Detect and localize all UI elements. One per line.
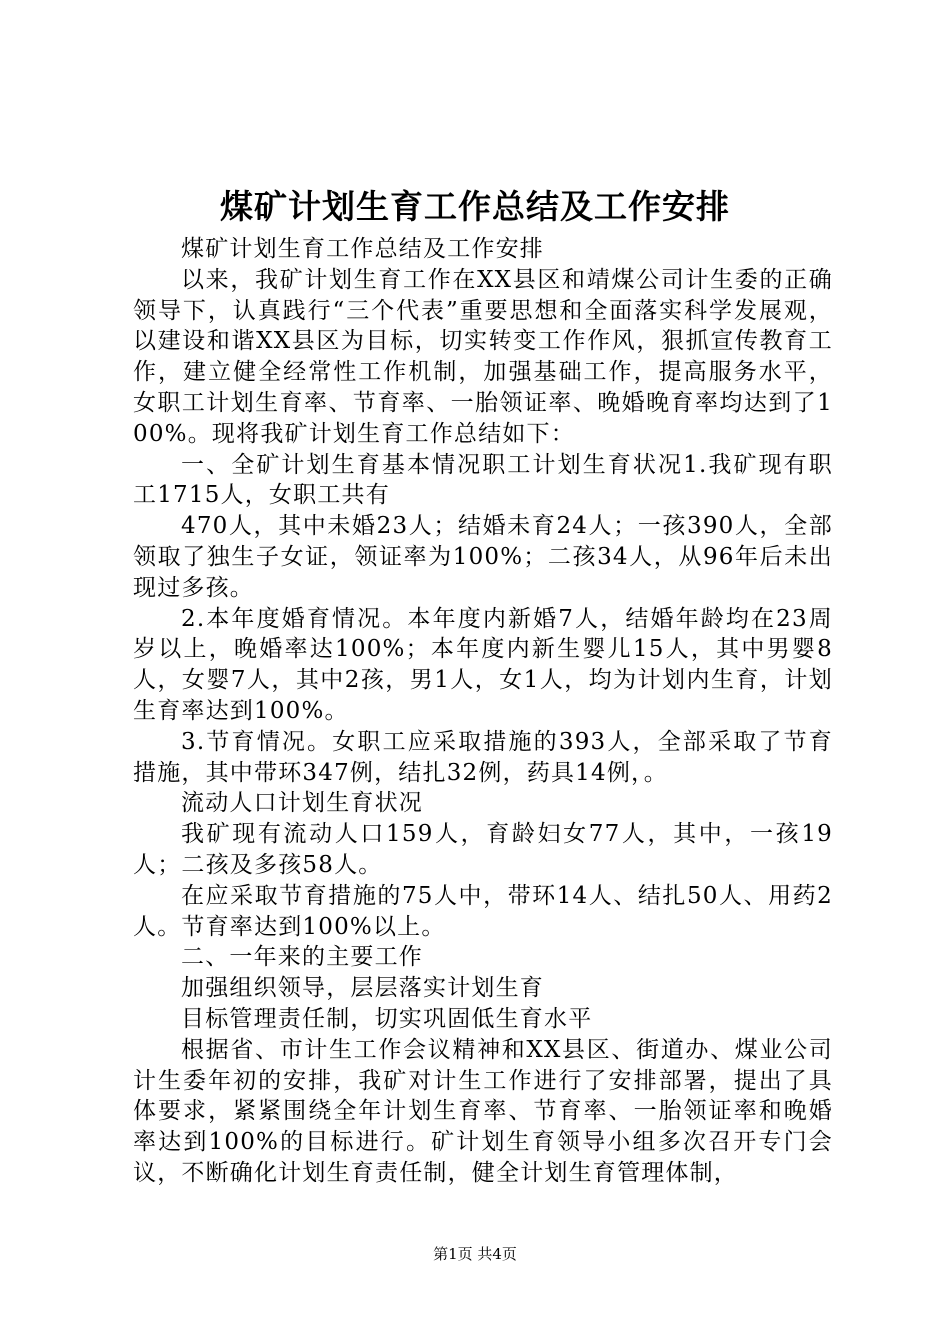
paragraph-contraception: 3.节育情况。女职工应采取措施的393人，全部采取了节育措施，其中带环347例，结扎32例，药具14例，。 xyxy=(133,728,833,786)
paragraph-subheading-2: 目标管理责任制，切实巩固低生育水平 xyxy=(181,1005,593,1032)
paragraph-floating-population: 我矿现有流动人口159人，育龄妇女77人，其中，一孩19人；二孩及多孩58人。 xyxy=(133,821,833,878)
paragraph-marriage-birth: 2.本年度婚育情况。本年度内新婚7人，结婚年龄均在23周岁以上，晚婚率达100%；本年度内新生婴儿15人，其中男婴8人，女婴7人，其中2孩，男1人，女1人，均为计划内生育，计划生育率达到100%。 xyxy=(133,605,833,724)
paragraph-work-details: 根据省、市计生工作会议精神和XX县区、街道办、煤业公司计生委年初的安排，我矿对计生工作进行了安排部署，提出了具体要求，紧紧围绕全年计划生育率、节育率、一胎领证率和晚婚率达到100%的目标进行。矿计划生育领导小组多次召开专门会议，不断确化计划生育责任制，健全计划生育管理体制， xyxy=(133,1036,833,1186)
document-body xyxy=(133,234,833,1189)
paragraph-floating-heading: 流动人口计划生育状况 xyxy=(181,790,423,817)
paragraph-subheading-1: 加强组织领导，层层落实计划生育 xyxy=(181,975,544,1002)
paragraph-section-1-heading: 一、全矿计划生育基本情况职工计划生育状况1.我矿现有职工1715人，女职工共有 xyxy=(133,451,833,509)
document-title: 煤矿计划生育工作总结及工作安排 xyxy=(220,187,730,226)
paragraph-staff-status: 470人，其中未婚23人；结婚未育24人；一孩390人，全部领取了独生子女证，领证率为100%；二孩34人，从96年后未出现过多孩。 xyxy=(133,513,833,601)
page-footer: 第1页 共4页 xyxy=(433,1245,517,1263)
paragraph-subtitle: 煤矿计划生育工作总结及工作安排 xyxy=(181,236,544,262)
paragraph-section-2-heading: 二、一年来的主要工作 xyxy=(181,944,423,971)
paragraph-floating-contraception: 在应采取节育措施的75人中，带环14人、结扎50人、用药2人。节育率达到100%以上。 xyxy=(133,882,833,940)
paragraph-intro: 以来，我矿计划生育工作在XX县区和靖煤公司计生委的正确领导下，认真践行“三个代表”重要思想和全面落实科学发展观，以建设和谐XX县区为目标，切实转变工作作风，狠抓宣传教育工作，建立健全经常性工作机制，加强基础工作，提高服务水平，女职工计划生育率、节育率、一胎领证率、晚婚晚育率均达到了100%。现将我矿计划生育工作总结如下： xyxy=(133,266,833,447)
